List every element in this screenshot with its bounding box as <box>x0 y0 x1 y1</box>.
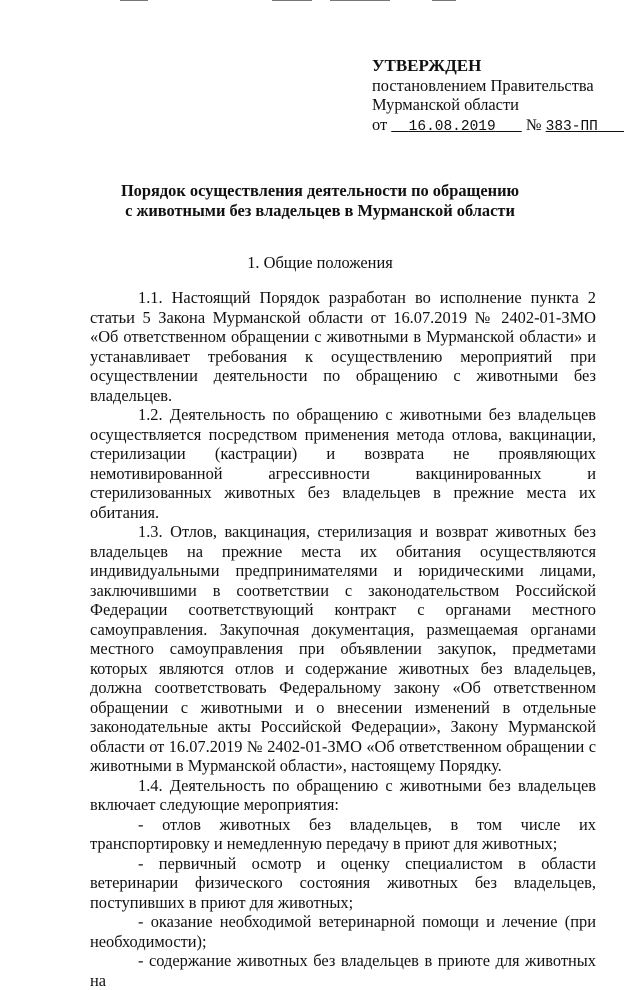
approval-number: 383-ПП <box>545 118 598 135</box>
approval-line-resolution: постановлением Правительства <box>372 75 594 95</box>
list-item: - первичный осмотр и оценку специалистом в области ветеринарии физического состояния животных без владельцев, поступивших в приют для животных; <box>90 853 596 912</box>
list-item: - оказание необходимой ветеринарной помощи и лечение (при необходимости); <box>90 912 596 951</box>
approval-stamp-block <box>372 56 624 137</box>
approval-heading: УТВЕРЖДЕН <box>372 56 482 75</box>
paragraph-1-2: 1.2. Деятельность по обращению с животными без владельцев осуществляется посредством применения метода отлова, вакцинации, стерилизации (кастрации) и возврата не проявляющих немотивированной агрессивности вакцинированных и стерилизованных животных без владельцев в прежние места их обитания. <box>90 405 596 522</box>
paragraph-1-3: 1.3. Отлов, вакцинация, стерилизация и возврат животных без владельцев на прежние места их обитания осуществляются индивидуальными предпринимателями и юридическими лицами, заключившими в соответствии с законодательством Российской Федерации соответствующий контракт с органами местного самоуправления. Закупочная документация, размещаемая органами местного самоуправления при объявлении закупок, предметами которых являются отлов и содержание животных без владельцев, должна соответствовать Федеральному закону «Об ответственном обращении с животными и о внесении изменений в отдельные законодательные акты Российской Федерации», Закону Мурманской области от 16.07.2019 № 2402-01-ЗМО «Об ответственном обращении с животными в Мурманской области», настоящему Порядку. <box>90 522 596 775</box>
paragraph-1-4: 1.4. Деятельность по обращению с животными без владельцев включает следующие мероприятия: <box>90 775 596 814</box>
list-item: - содержание животных без владельцев в приюте для животных на <box>90 951 596 990</box>
approval-number-sign: № <box>525 114 542 134</box>
document-body <box>90 288 596 990</box>
title-line-1: Порядок осуществления деятельности по обращению <box>120 181 520 200</box>
approval-date-number-line <box>372 115 624 138</box>
title-line-2: с животными без владельцев в Мурманской области <box>125 201 515 220</box>
list-item: - отлов животных без владельцев, в том числе их транспортировку и немедленную передачу в приют для животных; <box>90 814 596 853</box>
approval-from-label: от <box>372 114 388 134</box>
document-title <box>0 181 640 221</box>
scan-edge-marks <box>0 0 640 6</box>
paragraph-1-1: 1.1. Настоящий Порядок разработан во исполнение пункта 2 статьи 5 Закона Мурманской области от 16.07.2019 № 2402-01-ЗМО «Об ответственном обращении с животными в Мурманской области» и устанавливает требования к осуществлению мероприятий при осуществлении деятельности по обращению с животными без владельцев. <box>90 288 596 405</box>
approval-date: 16.08.2019 <box>408 118 496 135</box>
section-heading: 1. Общие положения <box>247 253 393 272</box>
approval-line-region: Мурманской области <box>372 95 519 114</box>
